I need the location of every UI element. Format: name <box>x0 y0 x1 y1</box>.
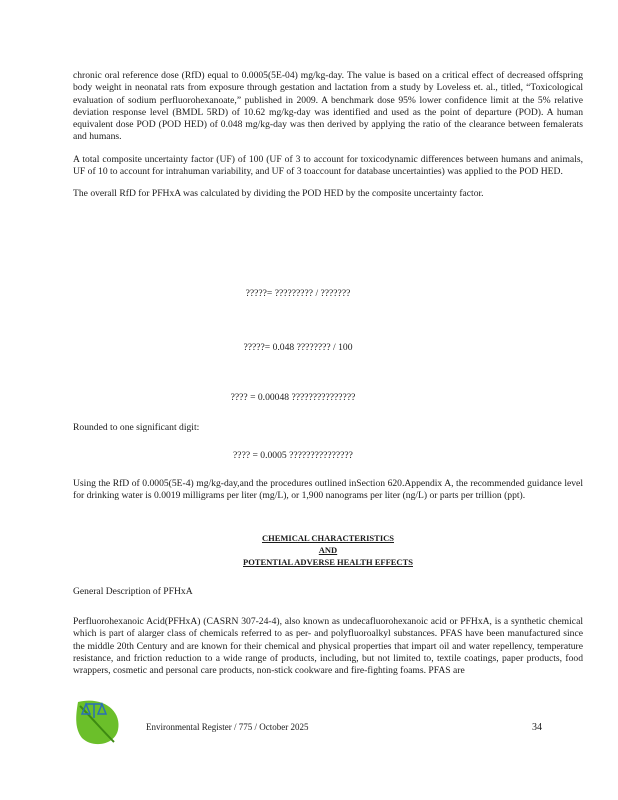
formula-rfd-result: ???? = 0.00048 ??????????????? <box>230 392 356 403</box>
formula-rfd-general: ?????= ????????? / ??????? <box>245 288 351 299</box>
formula-rfd-rounded: ???? = 0.0005 ??????????????? <box>233 450 353 461</box>
heading-line-3: POTENTIAL ADVERSE HEALTH EFFECTS <box>243 557 413 567</box>
environmental-register-logo-icon <box>72 696 126 748</box>
heading-line-1: CHEMICAL CHARACTERISTICS <box>261 533 394 543</box>
subheading-general-description: General Description of PFHxA <box>73 586 193 597</box>
page-number: 34 <box>532 722 542 733</box>
rounded-label: Rounded to one significant digit: <box>73 422 200 433</box>
section-heading <box>73 532 583 568</box>
page-footer <box>72 696 552 746</box>
footer-publication-info: Environmental Register / 775 / October 2025 <box>146 722 309 732</box>
paragraph-guidance-level: Using the RfD of 0.0005(5E-4) mg/kg-day,and the procedures outlined inSection 620.Appendix A, the recommended guidance level for drinking water is 0.0019 milligrams per liter (mg/L), or 1,900 nanograms per liter (ng/L) or parts per trillion (ppt). <box>73 478 583 502</box>
paragraph-pfhxa-description: Perfluorohexanoic Acid(PFHxA) (CASRN 307-24-4), also known as undecafluorohexanoic acid or PFHxA, is a synthetic chemical which is part of alarger class of chemicals referred to as per- and polyfluoroalkyl substances. PFAS have been manufactured since the middle 20th Century and are known for their chemical and physical properties that impart oil and water repellency, temperature resistance, and friction reduction to a wide range of products, including, but not limited to, textile coatings, paper products, food wrappers, cosmetic and personal care products, non-stick cookware and fire-fighting foams. PFAS are <box>73 616 583 677</box>
paragraph-uncertainty-factor: A total composite uncertainty factor (UF) of 100 (UF of 3 to account for toxicodynamic differences between humans and animals, UF of 10 to account for intrahuman variability, and UF of 3 toaccount for database uncertainties) was applied to the POD HED. <box>73 153 583 178</box>
document-page <box>73 70 583 677</box>
formula-rfd-substituted: ?????= 0.048 ???????? / 100 <box>243 342 353 353</box>
paragraph-rfd-basis: chronic oral reference dose (RfD) equal to 0.0005(5E-04) mg/kg-day. The value is based on a critical effect of decreased offspring body weight in neonatal rats from exposure through gestation and lactation from a study by Loveless et. al., titled, “Toxicological evaluation of sodium perfluorohexanoate,” published in 2009. A benchmark dose 95% lower confidence limit at the 5% relative deviation response level (BMDL 5RD) of 10.62 mg/kg-day was identified and used as the point of departure (POD). A human equivalent dose POD (POD HED) of 0.048 mg/kg-day was then derived by applying the ratio of the clearance between femalerats and humans. <box>73 70 583 143</box>
heading-line-2: AND <box>318 545 338 555</box>
paragraph-rfd-calculation: The overall RfD for PFHxA was calculated by dividing the POD HED by the composite uncertainty factor. <box>73 188 484 200</box>
